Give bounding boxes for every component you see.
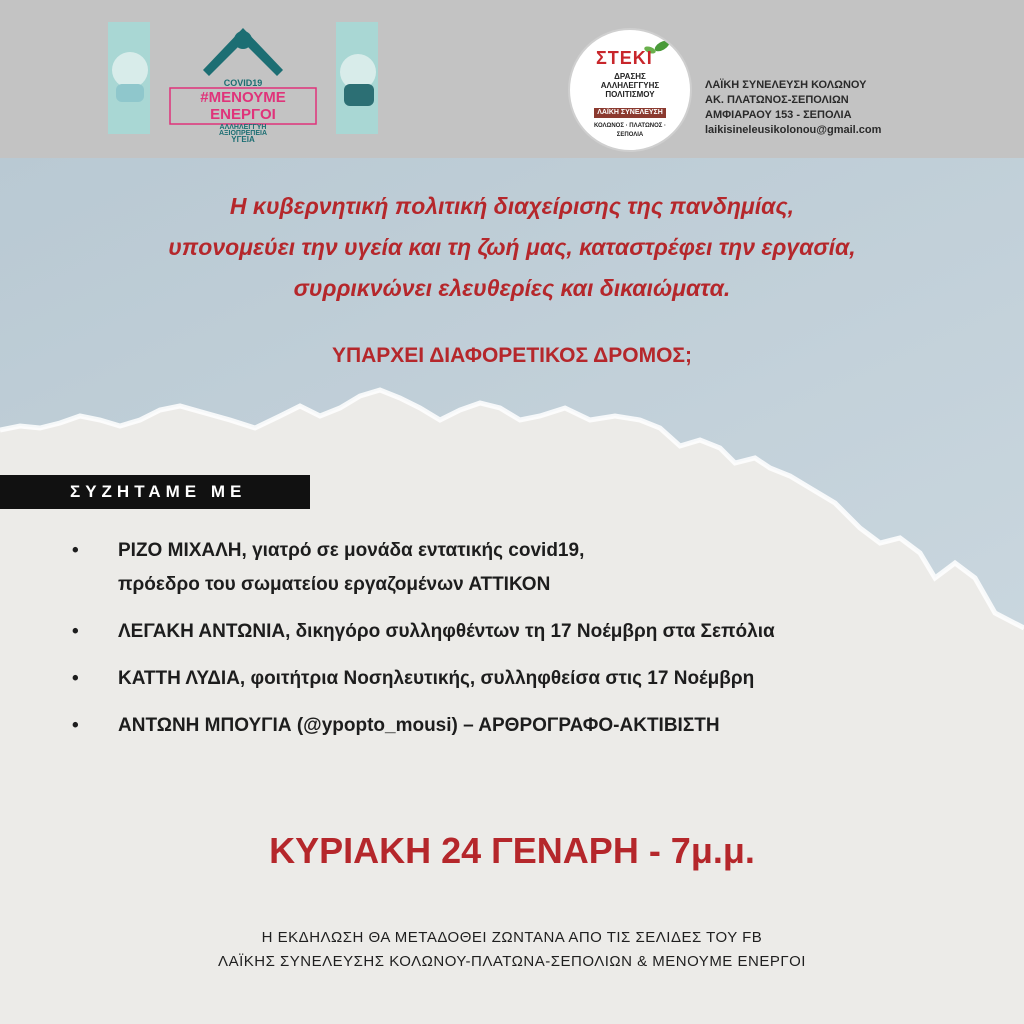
speaker-name: ΡΙΖΟ ΜΙΧΑΛΗ, (118, 540, 247, 561)
headline-line2: υπονομεύει την υγεία και τη ζωή μας, καταστρέφει την εργασία, (168, 234, 856, 260)
contact-email: laikisineleusikolonou@gmail.com (705, 124, 882, 136)
speaker-desc: φοιτήτρια Νοσηλευτικής, συλληφθείσα στις 17 Νοέμβρη (245, 668, 755, 689)
contact-line3: ΑΜΦΙΑΡΑΟΥ 153 - ΣΕΠΟΛΙΑ (705, 109, 852, 121)
discuss-label: ΣΥΖΗΤΑΜΕ ΜΕ (0, 475, 310, 509)
poster-top-text: COVID19 (223, 78, 263, 88)
poster-tagline-line3: ΥΓΕΙΑ (231, 135, 255, 142)
steki-band: ΛΑΪΚΗ ΣΥΝΕΛΕΥΣΗ (594, 108, 666, 118)
footer-line2: ΛΑΪΚΗΣ ΣΥΝΕΛΕΥΣΗΣ ΚΟΛΩΝΟΥ-ΠΛΑΤΩΝΑ-ΣΕΠΟΛΙΩΝ & ΜΕΝΟΥΜΕ ΕΝΕΡΓΟΙ (218, 953, 806, 970)
speaker-item (72, 534, 972, 602)
speaker-desc: (@ypopto_mousi) – ΑΡΘΡΟΓΡΑΦΟ-ΑΚΤΙΒΙΣΤΗ (291, 715, 720, 736)
steki-line3: ΠΟΛΙΤΙΣΜΟΥ (605, 90, 655, 99)
handshake-icon (234, 31, 252, 49)
poster-tagline-line2: ΑΞΙΟΠΡΕΠΕΙΑ (218, 130, 268, 137)
footer-note (40, 926, 984, 974)
headline (40, 186, 984, 309)
speaker-desc: δικηγόρο συλληφθέντων τη 17 Νοέμβρη στα Σεπόλια (290, 621, 775, 642)
bullet-icon: • (72, 715, 79, 736)
contact-line1: ΛΑΪΚΗ ΣΥΝΕΛΕΥΣΗ ΚΟΛΩΝΟΥ (705, 79, 867, 91)
speaker-desc: γιατρό σε μονάδα εντατικής covid19, (246, 540, 585, 561)
steki-line1: ΔΡΑΣΗΣ (614, 72, 646, 81)
speaker-name: ΑΝΤΩΝΗ ΜΠΟΥΓΙΑ (118, 715, 292, 736)
event-date: ΚΥΡΙΑΚΗ 24 ΓΕΝΑΡΗ - 7μ.μ. (269, 830, 755, 871)
speaker-item (72, 709, 972, 743)
steki-title: ΣΤΕΚΙ (596, 48, 653, 68)
bullet-icon: • (72, 668, 79, 689)
menoume-energoi-poster-logo (108, 22, 378, 142)
steki-bottom: ΚΟΛΩΝΟΣ · ΠΛΑΤΩΝΟΣ · ΣΕΠΟΛΙΑ (593, 123, 667, 138)
bullet-icon: • (72, 621, 79, 642)
speaker-desc2: πρόεδρο του σωματείου εργαζομένων ΑΤΤΙΚΟΝ (118, 574, 551, 595)
speaker-item (72, 662, 972, 696)
speaker-name: ΛΕΓΑΚΗ ΑΝΤΩΝΙΑ, (118, 621, 291, 642)
steki-logo-badge (568, 28, 692, 152)
headline-line3: συρρικνώνει ελευθερίες και δικαιώματα. (293, 275, 731, 301)
speakers-list (72, 534, 972, 743)
bullet-icon: • (72, 540, 79, 561)
question-title: ΥΠΑΡΧΕΙ ΔΙΑΦΟΡΕΤΙΚΟΣ ΔΡΟΜΟΣ; (331, 344, 693, 367)
poster-hashtag-line1: #ΜΕΝΟΥΜΕ (200, 89, 286, 106)
steki-line2: ΑΛΛΗΛΕΓΓΥΗΣ (600, 81, 660, 90)
footer-line1: Η ΕΚΔΗΛΩΣΗ ΘΑ ΜΕΤΑΔΟΘΕΙ ΖΩΝΤΑΝΑ ΑΠΟ ΤΙΣ ΣΕΛΙΔΕΣ ΤΟΥ FB (261, 929, 763, 946)
headline-line1: Η κυβερνητική πολιτική διαχείρισης της πανδημίας, (229, 193, 795, 219)
speaker-item (72, 615, 972, 649)
contact-line2: ΑΚ. ΠΛΑΤΩΝΟΣ-ΣΕΠΟΛΙΩΝ (705, 94, 849, 106)
contact-block (705, 78, 881, 138)
poster-tagline-line1: ΑΛΛΗΛΕΓΓΥΗ (219, 124, 267, 131)
poster-hashtag-line2: ΕΝΕΡΓΟΙ (210, 106, 276, 123)
speaker-name: ΚΑΤΤΗ ΛΥΔΙΑ, (118, 668, 246, 689)
